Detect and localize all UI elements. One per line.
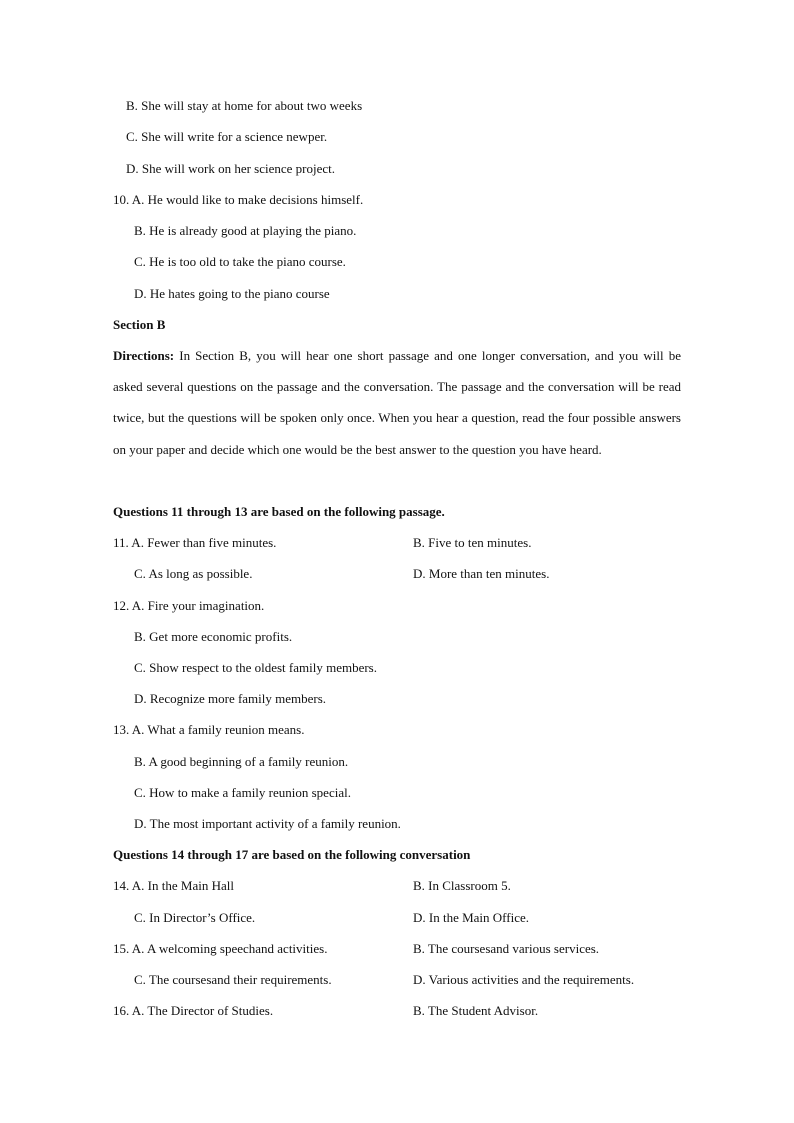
q13-option-a: 13. A. What a family reunion means. <box>113 722 305 737</box>
q9-option-b: B. She will stay at home for about two weeks <box>126 98 363 113</box>
q10-option-a: 10. A. He would like to make decisions himself. <box>113 192 364 207</box>
q11-option-d: D. More than ten minutes. <box>413 566 550 581</box>
q14-option-a: 14. A. In the Main Hall <box>113 878 234 893</box>
q10-option-c: C. He is too old to take the piano course. <box>134 254 346 269</box>
q11-option-c: C. As long as possible. <box>134 566 253 581</box>
q15-option-a: 15. A. A welcoming speechand activities. <box>113 941 328 956</box>
q13-option-c: C. How to make a family reunion special. <box>134 785 351 800</box>
q14-option-d: D. In the Main Office. <box>413 910 530 925</box>
q14-option-c: C. In Director’s Office. <box>134 910 256 925</box>
q11-option-a: 11. A. Fewer than five minutes. <box>113 535 277 550</box>
q13-option-b: B. A good beginning of a family reunion. <box>134 754 349 769</box>
q10-option-d: D. He hates going to the piano course <box>134 286 330 301</box>
q15-option-d: D. Various activities and the requirements. <box>413 972 635 987</box>
section-b-directions <box>113 340 681 465</box>
q12-option-a: 12. A. Fire your imagination. <box>113 598 265 613</box>
q16-option-b: B. The Student Advisor. <box>413 1003 539 1018</box>
q10-option-b: B. He is already good at playing the piano. <box>134 223 357 238</box>
q12-option-b: B. Get more economic profits. <box>134 629 293 644</box>
q12-option-c: C. Show respect to the oldest family members. <box>134 660 377 675</box>
q13-option-d: D. The most important activity of a family reunion. <box>134 816 401 831</box>
questions-14-17-header: Questions 14 through 17 are based on the following conversation <box>113 847 471 862</box>
section-b-title: Section B <box>113 317 166 332</box>
q9-option-c: C. She will write for a science newper. <box>126 129 328 144</box>
q15-option-c: C. The coursesand their requirements. <box>134 972 332 987</box>
questions-11-13-header: Questions 11 through 13 are based on the following passage. <box>113 504 445 519</box>
q15-option-b: B. The coursesand various services. <box>413 941 600 956</box>
q11-option-b: B. Five to ten minutes. <box>413 535 532 550</box>
q9-option-d: D. She will work on her science project. <box>126 161 336 176</box>
directions-text: In Section B, you will hear one short passage and one longer conversation, and you will be asked several questions on the passage and the conversation. The passage and the conversation will be read twice, but the questions will be spoken only once. When you hear a question, read the four possible answers on your paper and decide which one would be the best answer to the question you have heard. <box>113 348 681 457</box>
q12-option-d: D. Recognize more family members. <box>134 691 327 706</box>
q14-option-b: B. In Classroom 5. <box>413 878 511 893</box>
q16-option-a: 16. A. The Director of Studies. <box>113 1003 274 1018</box>
directions-label: Directions: <box>113 348 175 363</box>
